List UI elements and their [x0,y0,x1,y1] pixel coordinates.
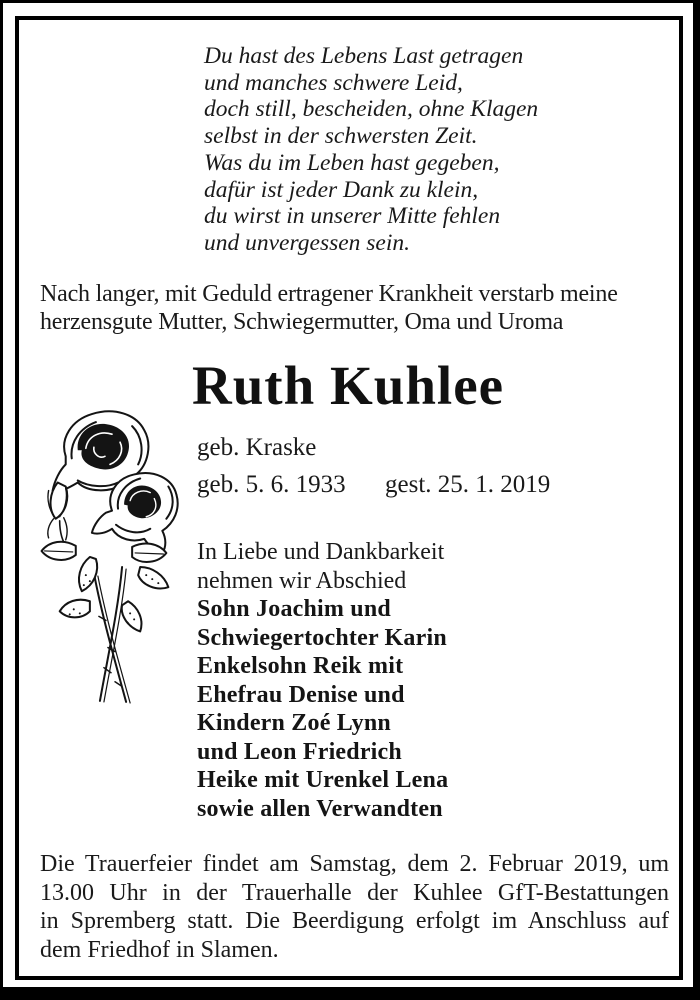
maiden-name: geb. Kraske [197,434,317,461]
intro-line: Nach langer, mit Geduld ertragener Krankheit verstarb meine [40,281,618,307]
poem-line: und manches schwere Leid, [204,69,463,96]
intro-line: herzensgute Mutter, Schwiegermutter, Oma und Uroma [40,308,564,335]
mourner-line: Ehefrau Denise und [197,681,405,708]
memorial-poem [204,43,624,257]
poem-line: und unvergessen sein. [204,229,411,256]
funeral-line: dem Friedhof in Slamen. [40,937,279,964]
farewell-line: nehmen wir Abschied [197,567,407,594]
birth-date: geb. 5. 6. 1933 [197,471,346,498]
death-announcement-text [40,281,680,336]
mourner-line: Heike mit Urenkel Lena [197,767,449,793]
death-date: gest. 25. 1. 2019 [385,471,551,498]
funeral-information [40,850,669,965]
life-dates [197,471,550,499]
poem-line: selbst in der schwersten Zeit. [204,123,478,150]
mourner-line: und Leon Friedrich [197,738,402,765]
mourner-line: Sohn Joachim und [197,596,391,622]
funeral-line: in Spremberg statt. Die Beerdigung erfolgt im Anschluss auf [40,908,669,935]
deceased-name: Ruth Kuhlee [192,355,505,416]
mourner-line: Enkelsohn Reik mit [197,653,404,679]
mourner-line: Kindern Zoé Lynn [197,710,391,736]
poem-line: Was du im Leben hast gegeben, [204,149,500,176]
mourner-line: Schwiegertochter Karin [197,624,447,651]
poem-line: du wirst in unserer Mitte fehlen [204,203,501,230]
poem-line: Du hast des Lebens Last getragen [204,43,524,69]
farewell-line: In Liebe und Dankbarkeit [197,539,445,565]
poem-line: doch still, bescheiden, ohne Klagen [204,96,539,123]
funeral-line: Die Trauerfeier findet am Samstag, dem 2. Februar 2019, um [40,851,669,877]
poem-line: dafür ist jeder Dank zu klein, [204,176,479,203]
roses-illustration [34,404,188,716]
farewell-and-mourners [197,538,617,823]
mourner-line: sowie allen Verwandten [197,795,443,822]
funeral-line: 13.00 Uhr in der Trauerhalle der Kuhlee GfT-Bestattungen [40,879,669,906]
